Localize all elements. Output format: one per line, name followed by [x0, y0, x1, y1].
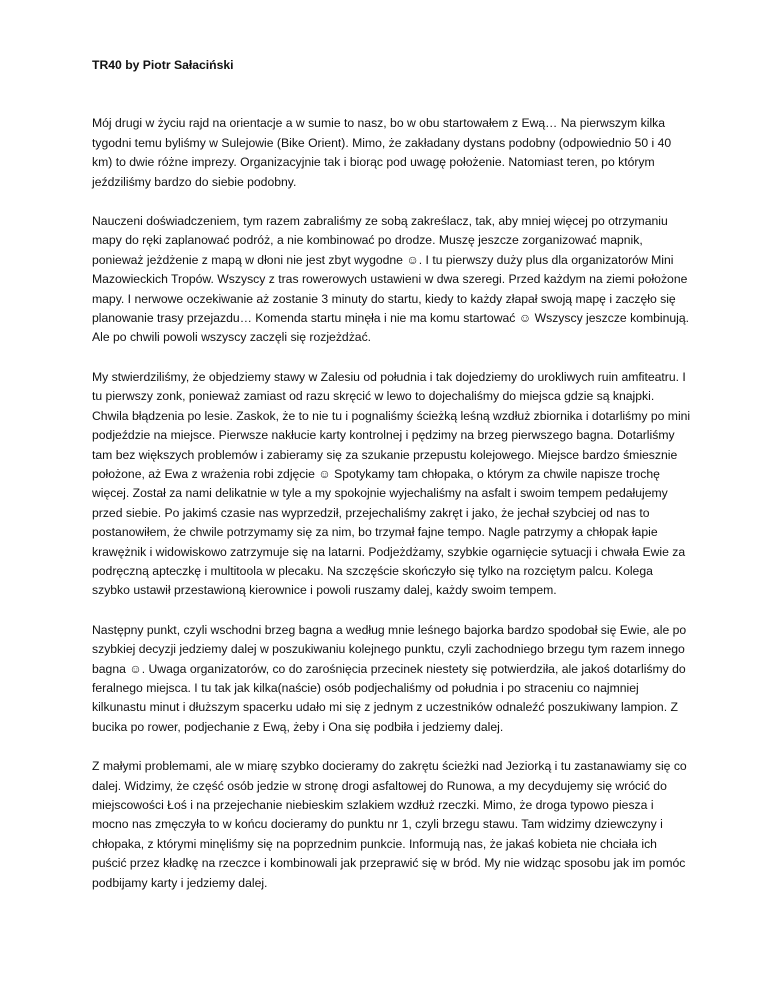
- paragraph-5: Z małymi problemami, ale w miarę szybko docieramy do zakrętu ścieżki nad Jeziorką i tu zastanawiamy się co dalej. Widzimy, że część osób jedzie w stronę drogi asfaltowej do Runowa, a my decydujemy się wrócić do miejscowości Łoś i na przejechanie niebieskim szlakiem wzdłuż rzeczki. Mimo, że droga typowo piesza i mocno nas zmęczyła to w końcu docieramy do punktu nr 1, czyli brzegu stawu. Tam widzimy dziewczyny i chłopaka, z którymi minęliśmy się na poprzednim punkcie. Informują nas, że jakaś kobieta nie chciała ich puścić przez kładkę na rzeczce i kombinowali jak przeprawić się w bród. My nie widząc sposobu jak im pomóc podbijamy karty i jedziemy dalej.: [92, 759, 687, 890]
- paragraph-1: Mój drugi w życiu rajd na orientacje a w sumie to nasz, bo w obu startowałem z Ewą… Na pierwszym kilka tygodni temu byliśmy w Sulejowie (Bike Orient). Mimo, że zakładany dystans podobny (odpowiednio 50 i 40 km) to dwie różne imprezy. Organizacyjnie tak i biorąc pod uwagę położenie. Natomiast teren, po którym jeździliśmy bardzo do siebie podobny.: [92, 116, 672, 189]
- paragraph-3: My stwierdziliśmy, że objedziemy stawy w Zalesiu od południa i tak dojedziemy do urokliwych ruin amfiteatru. I tu pierwszy zonk, ponieważ zamiast od razu skręcić w lewo to dojechaliśmy do miejsca gdzie są knajpki. Chwila błądzenia po lesie. Zaskok, że to nie tu i pognaliśmy ścieżką leśną wzdłuż zbiornika i dotarliśmy po mini podjeździe na miejsce. Pierwsze nakłucie karty kontrolnej i pędzimy na brzeg pierwszego bagna. Dotarliśmy tam bez większych problemów i zabieramy się za szukanie przepustu kolejowego. Miejsce bardzo śmiesznie położone, aż Ewa z wrażenia robi zdjęcie ☺ Spotykamy tam chłopaka, o którym za chwile napisze trochę więcej. Został za nami delikatnie w tyle a my spokojnie wyjechaliśmy na asfalt i swoim tempem pedałujemy przed siebie. Po jakimś czasie nas wyprzedził, przejechaliśmy zakręt i jako, że jechał szybciej od nas to postanowiłem, że chwile potrzymamy się za nim, bo trzymał fajne tempo. Nagle patrzymy a chłopak łapie krawężnik i widowiskowo zatrzymuje się na latarni. Podjeżdżamy, szybkie ogarnięcie sytuacji i chwała Ewie za podręczną apteczkę i multitoola w plecaku. Na szczęście skończyło się tylko na rozciętym palcu. Kolega szybko ustawił przestawioną kierownice i powoli ruszamy dalej, każdy swoim tempem.: [92, 369, 691, 598]
- paragraph-2: Nauczeni doświadczeniem, tym razem zabraliśmy ze sobą zakreślacz, tak, aby mniej więcej po otrzymaniu mapy do ręki zaplanować podróż, a nie kombinować po drodze. Muszę jeszcze zorganizować mapnik, ponieważ jeżdżenie z mapą w dłoni nie jest zbyt wygodne ☺. I tu pierwszy duży plus dla organizatorów Mini Mazowieckich Tropów. Wszyscy z tras rowerowych ustawieni w dwa szeregi. Przed każdym na ziemi położone mapy. I nerwowe oczekiwanie aż zostanie 3 minuty do startu, kiedy to każdy złapał swoją mapę i zaczęło się planowanie trasy przejazdu… Komenda startu minęła i nie ma komu startować ☺ Wszyscy jeszcze kombinują. Ale po chwili powoli wszyscy zaczęli się rozjeżdżać.: [92, 214, 690, 345]
- document-page: [92, 56, 692, 913]
- paragraph-4: Następny punkt, czyli wschodni brzeg bagna a według mnie leśnego bajorka bardzo spodobał się Ewie, ale po szybkiej decyzji jedziemy dalej w poszukiwaniu kolejnego punktu, czyli zachodniego brzegu tym razem innego bagna ☺. Uwaga organizatorów, co do zarośnięcia przecinek niestety się potwierdziła, ale jakoś dotarliśmy do feralnego miejsca. I tu tak jak kilka(naście) osób podjechaliśmy od południa i po straceniu co najmniej kilkunastu minut i dłuższym spacerku udało mi się z jednym z uczestników odnaleźć poszukiwany lampion. Z bucika po rower, podjechanie z Ewą, żeby i Ona się podbiła i jedziemy dalej.: [92, 622, 687, 734]
- document-title: TR40 by Piotr Sałaciński: [92, 58, 234, 72]
